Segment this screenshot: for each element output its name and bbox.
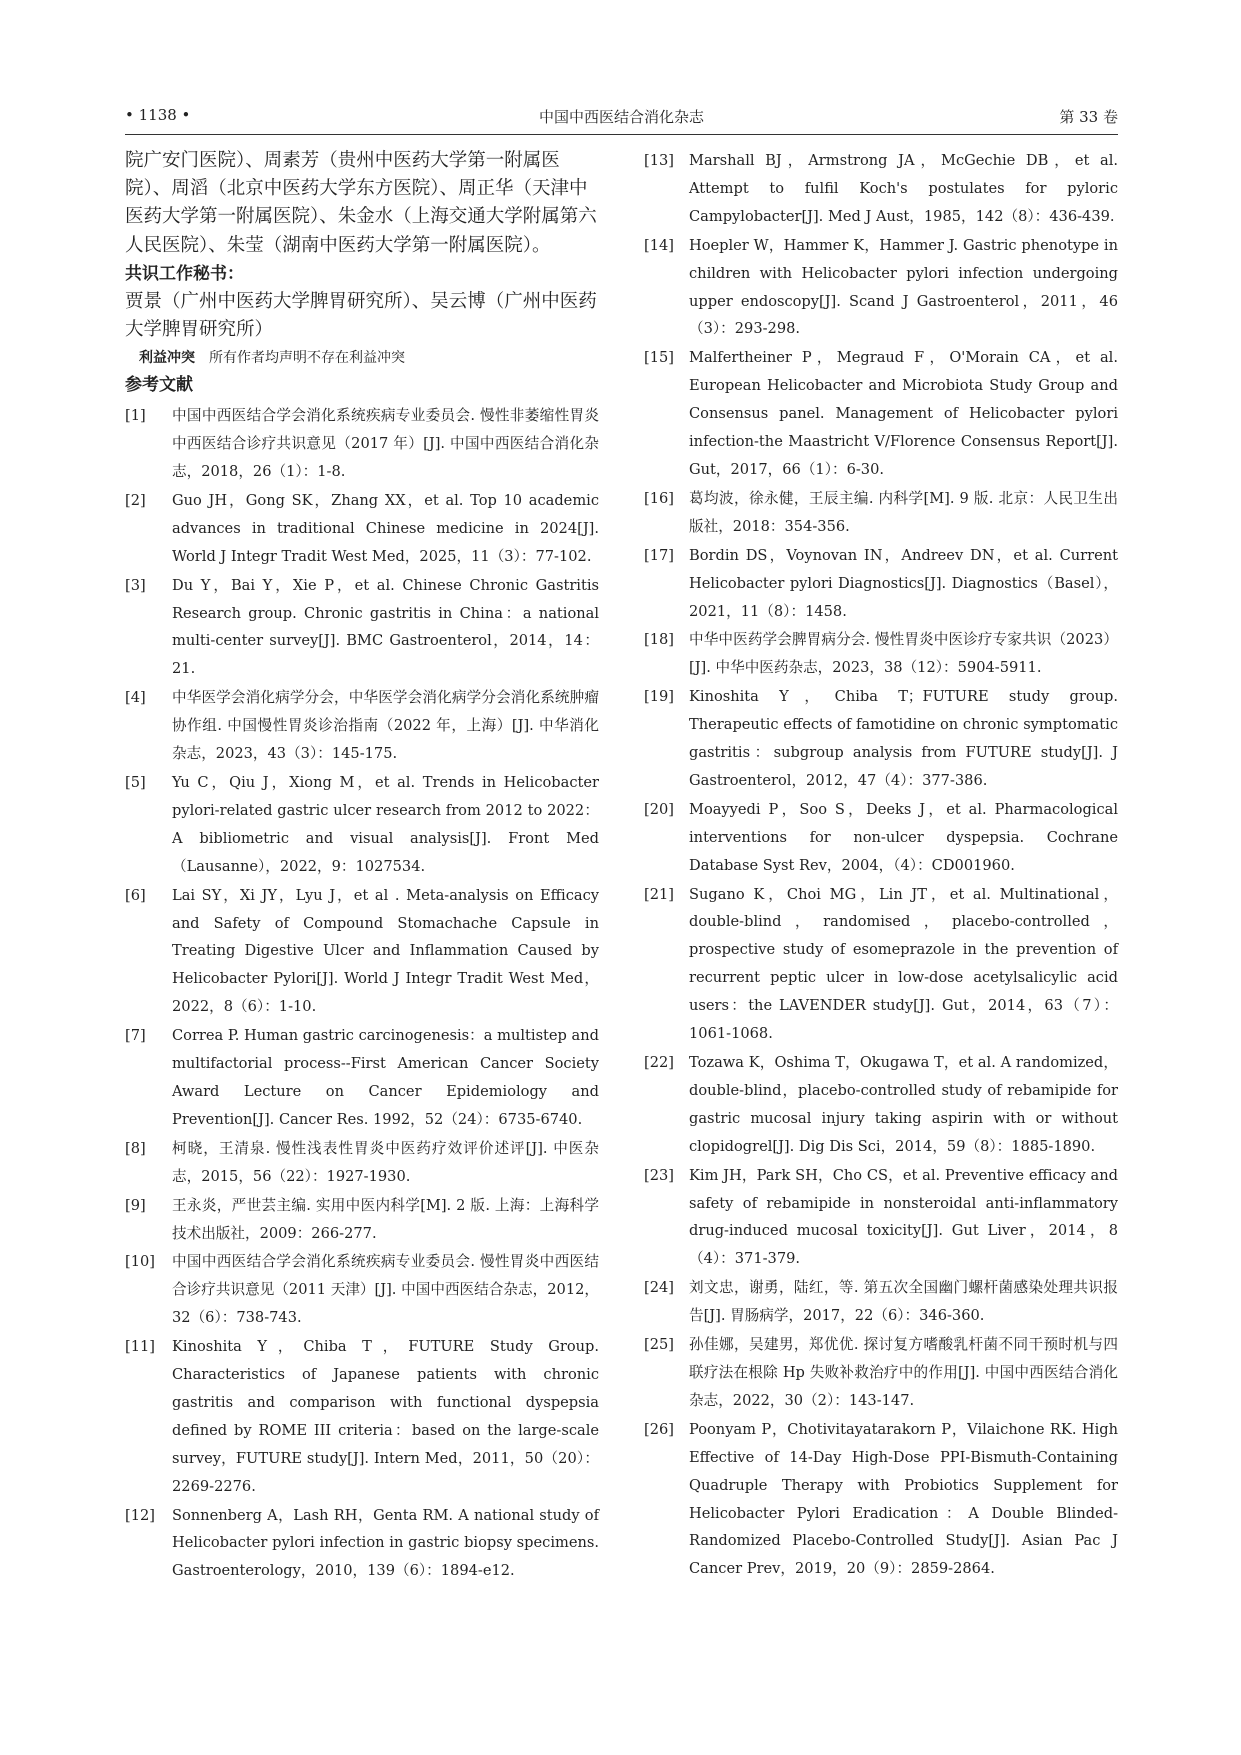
reference-number: [5] [125,774,146,791]
reference-text: Kinoshita Y，Chiba T；FUTURE study group. Therapeutic effects of famotidine on chronic symptomatic gastritis：subgroup analysis from FUTURE study[J]. J Gastroenterol，2012，47（4）：377-386. [689,688,1118,789]
reference-list-left [125,402,599,1585]
running-header [125,100,1118,135]
reference-text: Sugano K，Choi MG，Lin JT，et al. Multinational，double-blind，randomised，placebo-controlled，prospective study of esomeprazole in the prevention of recurrent peptic ulcer in low-dose acetylsalicylic acid users：the LAVENDER study[J]. Gut，2014，63（7）：1061-1068. [689,885,1118,1043]
coi-text: 所有作者均声明不存在利益冲突 [209,350,405,367]
reference-text: Hoepler W，Hammer K，Hammer J. Gastric phenotype in children with Helicobacter pylori infection undergoing upper endoscopy[J]. Scand J Gastroenterol，2011，46（3）：293-298. [689,236,1118,338]
reference-item [644,344,1118,484]
reference-item [644,1416,1118,1583]
reference-number: [19] [644,688,674,706]
reference-number: [26] [644,1420,674,1438]
reference-number: [6] [125,886,146,904]
reference-number: [20] [644,800,674,818]
reference-number: [10] [125,1253,155,1271]
reference-item [644,683,1118,795]
reference-item [125,402,599,486]
reference-number: [14] [644,236,674,254]
reference-number: [11] [125,1338,155,1356]
reference-number: [7] [125,1027,146,1045]
reference-text: Guo JH，Gong SK，Zhang XX，et al. Top 10 academic advances in traditional Chinese medicine in 2024[J]. World J Integr Tradit West Med，2025，11（3）：77-102. [172,491,599,565]
reference-item [125,882,599,1022]
reference-number: [18] [644,631,674,649]
reference-text: 葛均波，徐永健，王辰主编. 内科学[M]. 9 版. 北京：人民卫生出版社，2018：354-356. [689,489,1118,535]
reference-item [644,1049,1118,1161]
reference-number: [15] [644,349,674,367]
author-affiliations-text: 院广安门医院）、周素芳（贵州中医药大学第一附属医院）、周滔（北京中医药大学东方医院）、周正华（天津中医药大学第一附属医院）、朱金水（上海交通大学附属第六人民医院）、朱莹（湖南中医药大学第一附属医院）。 [125,150,597,256]
reference-text: Kinoshita Y，Chiba T，FUTURE Study Group. Characteristics of Japanese patients with chronic gastritis and comparison with functional dyspepsia defined by ROME III criteria：based on the large-scale survey，FUTURE study[J]. Intern Med，2011，50（20）：2269-2276. [172,1338,599,1495]
reference-text: Tozawa K，Oshima T，Okugawa T，et al. A randomized，double-blind，placebo-controlled study of rebamipide for gastric mucosal injury taking aspirin with or without clopidogrel[J]. Dig Dis Sci，2014，59（8）：1885-1890. [689,1054,1118,1155]
reference-number: [9] [125,1196,146,1214]
reference-item [125,572,599,684]
reference-number: [1] [125,407,146,425]
reference-item [644,1331,1118,1415]
reference-number: [8] [125,1139,146,1157]
reference-number: [17] [644,546,674,564]
reference-item [644,542,1118,626]
reference-text: 柯晓，王清泉. 慢性浅表性胃炎中医药疗效评价述评[J]. 中医杂志，2015，56（22）：1927-1930. [172,1139,599,1185]
reference-item [125,1192,599,1248]
reference-item [125,1248,599,1332]
reference-number: [25] [644,1336,674,1354]
reference-number: [4] [125,689,146,707]
reference-text: 中国中西医结合学会消化系统疾病专业委员会. 慢性胃炎中西医结合诊疗共识意见（2011 天津）[J]. 中国中西医结合杂志，2012，32（6）：738-743. [172,1253,599,1327]
page-number: • 1138 • [125,106,191,124]
reference-item [125,769,599,881]
reference-item [644,1274,1118,1330]
reference-item [125,1502,599,1586]
right-column [644,147,1118,1584]
reference-number: [13] [644,152,674,169]
reference-item [125,487,599,571]
reference-item [125,1333,599,1500]
reference-item [125,1135,599,1191]
reference-item [125,684,599,768]
reference-text: 孙佳娜，吴建男，郑优优. 探讨复方嗜酸乳杆菌不同干预时机与四联疗法在根除 Hp 失败补救治疗中的作用[J]. 中国中西医结合消化杂志，2022，30（2）：143-147. [689,1336,1118,1409]
reference-number: [22] [644,1054,674,1071]
references-heading: 参考文献 [125,375,193,396]
reference-text: Yu C，Qiu J，Xiong M，et al. Trends in Helicobacter pylori-related gastric ulcer research from 2012 to 2022：A bibliometric and visual analysis[J]. Front Med（Lausanne），2022，9：1027534. [172,774,599,875]
reference-text: Sonnenberg A，Lash RH，Genta RM. A national study of Helicobacter pylori infection in gastric biopsy specimens. Gastroenterology，2010，139（6）：1894-e12. [172,1506,599,1580]
reference-item [644,232,1118,344]
coi-label: 利益冲突 [139,350,195,367]
reference-number: [23] [644,1166,674,1184]
reference-number: [21] [644,885,674,903]
reference-text: 中国中西医结合学会消化系统疾病专业委员会. 慢性非萎缩性胃炎中西医结合诊疗共识意见（2017 年）[J]. 中国中西医结合消化杂志，2018，26（1）：1-8. [172,407,599,481]
left-column [125,147,599,1586]
reference-item [644,626,1118,682]
reference-text: 刘文忠，谢勇，陆红，等. 第五次全国幽门螺杆菌感染处理共识报告[J]. 胃肠病学，2017，22（6）：346-360. [689,1279,1118,1325]
reference-number: [2] [125,491,146,509]
reference-item [644,881,1118,1048]
reference-item [644,485,1118,541]
reference-number: [12] [125,1506,155,1524]
reference-number: [24] [644,1279,674,1297]
reference-text: Poonyam P，Chotivitayatarakorn P，Vilaichone RK. High Effective of 14-Day High-Dose PPI-Bismuth-Containing Quadruple Therapy with Probiotics Supplement for Helicobacter Pylori Eradication：A Double Blinded-Randomized Placebo-Controlled Study[J]. Asian Pac J Cancer Prev，2019，20（9）：2859-2864. [689,1420,1118,1578]
reference-text: 中华医学会消化病学分会，中华医学会消化病学分会消化系统肿瘤协作组. 中国慢性胃炎诊治指南（2022 年，上海）[J]. 中华消化杂志，2023，43（3）：145-175. [172,689,599,763]
reference-text: Lai SY，Xi JY，Lyu J，et al . Meta-analysis on Efficacy and Safety of Compound Stomachache Capsule in Treating Digestive Ulcer and Inflammation Caused by Helicobacter Pylori[J]. World J Integr Tradit West Med，2022，8（6）：1-10. [172,886,599,1016]
reference-number: [3] [125,576,146,594]
reference-text: 王永炎，严世芸主编. 实用中医内科学[M]. 2 版. 上海：上海科学技术出版社，2009：266-277. [172,1196,599,1242]
reference-text: 中华中医药学会脾胃病分会. 慢性胃炎中医诊疗专家共识（2023）[J]. 中华中医药杂志，2023，38（12）：5904-5911. [689,631,1118,677]
reference-text: Malfertheiner P，Megraud F，O'Morain CA，et al. European Helicobacter and Microbiota Study Group and Consensus panel. Management of Helicobacter pylori infection-the Maastricht V/Florence Consensus Report[J]. Gut，2017，66（1）：6-30. [689,349,1118,478]
volume-number: 第 33 卷 [1059,108,1118,126]
reference-text: Moayyedi P，Soo S，Deeks J，et al. Pharmacological interventions for non-ulcer dyspepsia. Cochrane Database Syst Rev，2004，（4）：CD001960. [689,800,1118,874]
reference-text: Du Y，Bai Y，Xie P，et al. Chinese Chronic Gastritis Research group. Chronic gastritis in China：a national multi-center survey[J]. BMC Gastroenterol，2014，14：21. [172,576,599,678]
secretary-heading: 共识工作秘书： [125,263,244,284]
conflict-of-interest [139,346,599,370]
reference-item [125,1022,599,1134]
reference-number: [16] [644,489,674,507]
reference-item [644,1162,1118,1274]
reference-text: Correa P. Human gastric carcinogenesis：a multistep and multifactorial process--First American Cancer Society Award Lecture on Cancer Epidemiology and Prevention[J]. Cancer Res. 1992，52（24）：6735-6740. [172,1027,599,1128]
reference-list-right [644,147,1118,1583]
reference-item [644,796,1118,880]
reference-text: Kim JH，Park SH，Cho CS，et al. Preventive efficacy and safety of rebamipide in nonsteroidal anti-inflammatory drug-induced mucosal toxicity[J]. Gut Liver，2014，8（4）：371-379. [689,1166,1118,1268]
reference-text: Marshall BJ，Armstrong JA，McGechie DB，et al. Attempt to fulfil Koch's postulates for pyloric Campylobacter[J]. Med J Aust，1985，142（8）：436-439. [689,152,1118,225]
secretary-text: 贾景（广州中医药大学脾胃研究所）、吴云博（广州中医药大学脾胃研究所） [125,290,597,341]
reference-text: Bordin DS，Voynovan IN，Andreev DN，et al. Current Helicobacter pylori Diagnostics[J]. Diagnostics（Basel），2021，11（8）：1458. [689,546,1118,620]
journal-title: 中国中西医结合消化杂志 [538,108,704,126]
reference-item [644,147,1118,231]
